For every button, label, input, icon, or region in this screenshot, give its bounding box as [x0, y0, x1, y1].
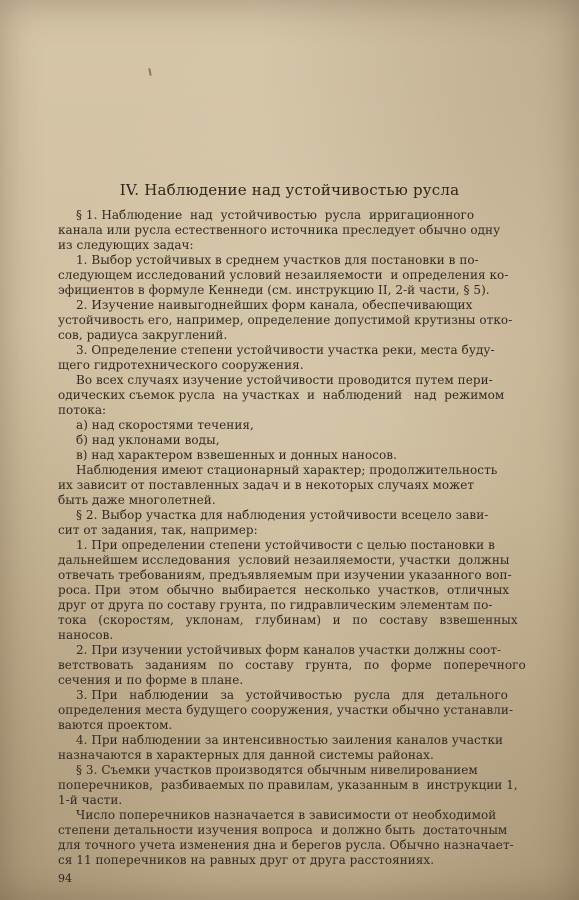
text-line: для точного учета изменения дна и берегов русла. Обычно назначает-: [58, 838, 514, 852]
text-line: дальнейшем исследования условий незаиляемости, участки должны: [58, 553, 510, 567]
text-line: тока (скоростям, уклонам, глубинам) и по составу взвешенных: [58, 613, 518, 627]
text-line: друг от друга по составу грунта, по гидравлическим элементам по-: [58, 598, 493, 612]
text-line: сов, радиуса закруглений.: [58, 328, 228, 342]
text-line: устойчивость его, например, определение допустимой крутизны отко-: [58, 313, 513, 327]
text-line: из следующих задач:: [58, 238, 194, 252]
text-line: сит от задания, так, например:: [58, 523, 258, 537]
text-line: Наблюдения имеют стационарный характер; продолжительность: [76, 463, 498, 477]
list-item: в) над характером взвешенных и донных наносов.: [76, 448, 397, 462]
text-line: 3. Определение степени устойчивости участка реки, места буду-: [76, 343, 495, 357]
text-body: [58, 208, 534, 868]
text-line: 4. При наблюдении за интенсивностью заиления каналов участки: [76, 733, 504, 747]
text-line: 1. Выбор устойчивых в среднем участков для постановки в по-: [76, 253, 479, 267]
text-line: отвечать требованиям, предъявляемым при изучении указанного воп-: [58, 568, 512, 582]
text-line: § 3. Съемки участков производятся обычным нивелированием: [76, 763, 478, 777]
text-line: назначаются в характерных для данной системы районах.: [58, 748, 434, 762]
text-line: ваются проектом.: [58, 718, 173, 732]
text-line: канала или русла естественного источника преследует обычно одну: [58, 223, 501, 237]
text-line: роса. При этом обычно выбирается несколько участков, отличных: [58, 583, 510, 597]
text-line: Число поперечников назначается в зависимости от необходимой: [76, 808, 497, 822]
text-line: потока:: [58, 403, 107, 417]
text-line: Во всех случаях изучение устойчивости проводится путем пери-: [76, 373, 493, 387]
text-line: их зависит от поставленных задач и в некоторых случаях может: [58, 478, 475, 492]
text-line: § 1. Наблюдение над устойчивостью русла ирригационного: [76, 208, 475, 222]
text-line: наносов.: [58, 628, 114, 642]
text-line: эфициентов в формуле Кеннеди (см. инструкцию II, 2-й части, § 5).: [58, 283, 490, 297]
list-item: б) над уклонами воды,: [76, 433, 220, 447]
text-line: 2. При изучении устойчивых форм каналов участки должны соот-: [76, 643, 502, 657]
text-line: 1. При определении степени устойчивости с целью постановки в: [76, 538, 495, 552]
text-line: 2. Изучение наивыгоднейших форм канала, обеспечивающих: [76, 298, 473, 312]
text-line: поперечников, разбиваемых по правилам, указанным в инструкции 1,: [58, 778, 518, 792]
text-line: 3. При наблюдении за устойчивостью русла для детального: [76, 688, 508, 702]
text-line: одических съемок русла на участках и наблюдений над режимом: [58, 388, 505, 402]
text-line: быть даже многолетней.: [58, 493, 216, 507]
ink-mark: [148, 68, 152, 76]
text-line: определения места будущего сооружения, участки обычно устанавли-: [58, 703, 514, 717]
text-line: ся 11 поперечников на равных друг от друга расстояниях.: [58, 853, 435, 867]
section-heading: IV. Наблюдение над устойчивостью русла: [119, 181, 460, 199]
text-line: 1-й части.: [58, 793, 123, 807]
text-line: ветствовать заданиям по составу грунта, по форме поперечного: [58, 658, 526, 672]
text-line: § 2. Выбор участка для наблюдения устойчивости всецело зави-: [76, 508, 489, 522]
text-line: степени детальности изучения вопроса и должно быть достаточным: [58, 823, 508, 837]
page-number: 94: [58, 872, 72, 885]
text-line: следующем исследований условий незаиляемости и определения ко-: [58, 268, 509, 282]
text-line: сечения и по форме в плане.: [58, 673, 244, 687]
list-item: а) над скоростями течения,: [76, 418, 254, 432]
text-line: щего гидротехнического сооружения.: [58, 358, 304, 372]
